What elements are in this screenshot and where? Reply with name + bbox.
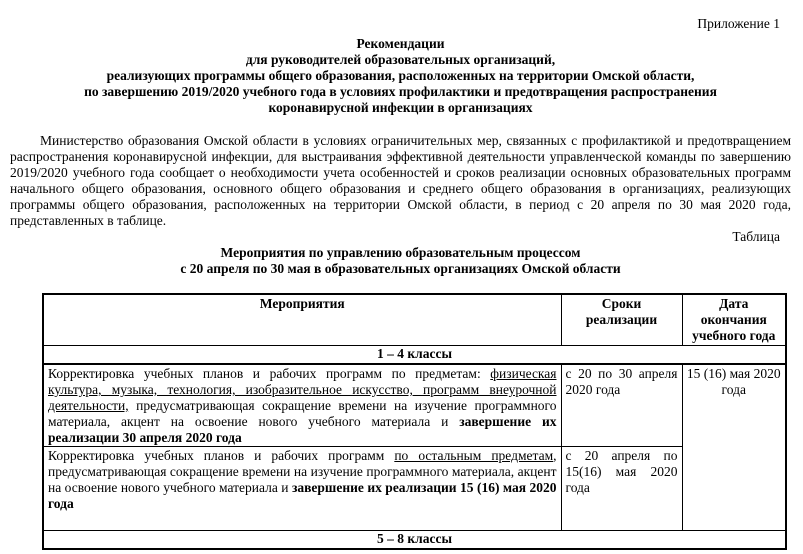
end-date-cell: 15 (16) мая 2020 года — [682, 364, 786, 531]
document-title-line: по завершению 2019/2020 учебного года в условиях профилактики и предотвращения распространения — [84, 84, 717, 99]
table-label: Таблица — [732, 229, 780, 244]
activity-cell: Корректировка учебных планов и рабочих программ по остальным предметам, предусматривающая сокращение времени на изучение программного материала, акцент на освоение нового учебного материала и завершение их реализации 15 (16) мая 2020 года — [43, 447, 561, 531]
intro-paragraph: Министерство образования Омской области в условиях ограничительных мер, связанных с профилактикой и предотвращением распространения коронавирусной инфекции, для выстраивания эффективной деятельности управленческой команды по завершению 2019/2020 учебного года сообщает о необходимости учета особенностей и сроков реализации основных образовательных программ начального общего образования, основного общего образования и среднего общего образования в организациях, реализующих программы общего образования, расположенных на территории Омской области, в период с 20 апреля по 30 мая 2020 года, представленных в таблице. — [10, 133, 791, 228]
activity-cell: Корректировка учебных планов и рабочих программ по предметам: физическая культура, музыка, технология, изобразительное искусство, программ внеурочной деятельности, предусматривающая сокращение времени на изучение программного материала, акцент на освоение нового учебного материала и завершение их реализации 30 апреля 2020 года — [43, 364, 561, 447]
header-activities: Мероприятия — [43, 294, 561, 346]
document-title — [10, 36, 791, 116]
events-table — [42, 293, 787, 550]
header-terms-line: Сроки — [601, 296, 642, 311]
table-header-row — [43, 294, 786, 346]
section-label: 1 – 4 классы — [43, 346, 786, 365]
section-label: 5 – 8 классы — [43, 531, 786, 550]
table-caption — [10, 245, 791, 277]
terms-cell: с 20 апреля по 15(16) мая 2020 года — [561, 447, 682, 531]
header-end-date-line: Дата — [719, 296, 749, 311]
table-caption-line: Мероприятия по управлению образовательным процессом — [220, 245, 581, 260]
document-title-line: коронавирусной инфекции в организациях — [268, 100, 533, 115]
header-end-date — [682, 294, 786, 346]
header-end-date-line: окончания — [700, 312, 767, 327]
header-terms — [561, 294, 682, 346]
table-row — [43, 447, 786, 531]
document-title-line: для руководителей образовательных организаций, — [245, 52, 556, 67]
table-row — [43, 364, 786, 447]
document-title-line: Рекомендации — [356, 36, 445, 51]
section-row-grades-5-8 — [43, 531, 786, 550]
annex-label: Приложение 1 — [697, 16, 780, 31]
header-end-date-line: учебного года — [692, 328, 776, 343]
header-terms-line: реализации — [585, 312, 658, 327]
document-title-line: реализующих программы общего образования, расположенных на территории Омской области, — [106, 68, 695, 83]
section-row-grades-1-4 — [43, 346, 786, 365]
table-caption-line: с 20 апреля по 30 мая в образовательных организациях Омской области — [180, 261, 621, 276]
terms-cell: с 20 по 30 апреля 2020 года — [561, 364, 682, 447]
